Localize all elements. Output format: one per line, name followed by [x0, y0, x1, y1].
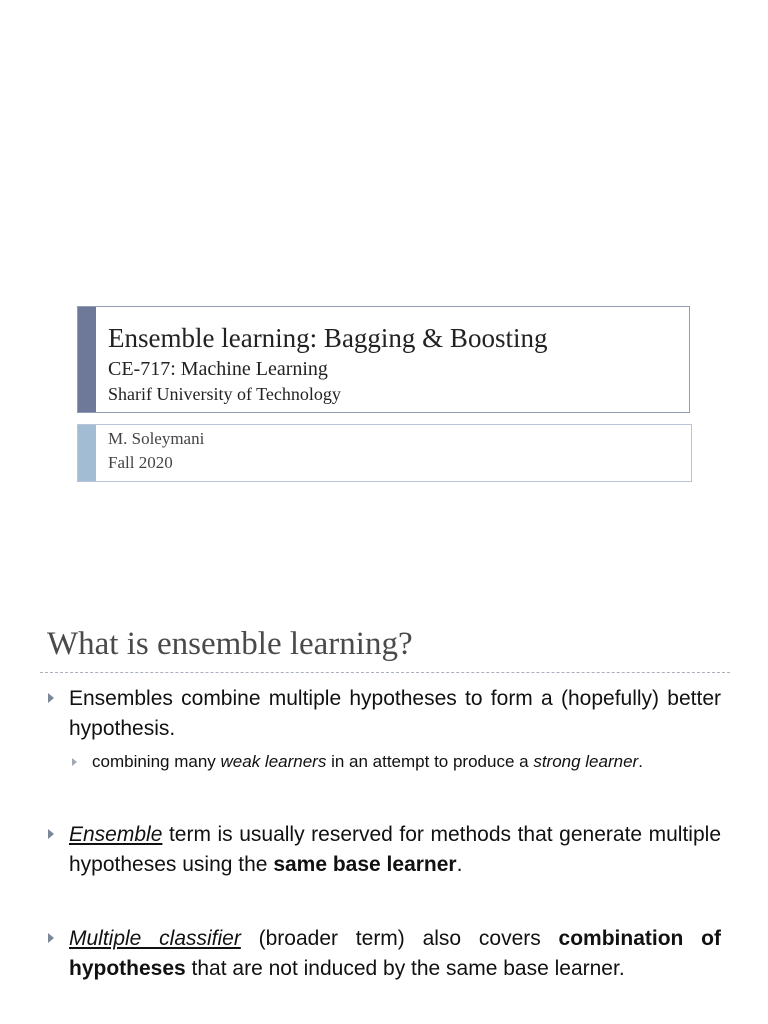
- bullet-2-term: Ensemble: [69, 823, 163, 846]
- slide-title: Ensemble learning: Bagging & Boosting: [108, 323, 548, 353]
- bullet-2: [69, 820, 721, 880]
- slide-heading: What is ensemble learning?: [47, 626, 413, 662]
- bullet-arrow-icon: [48, 933, 54, 943]
- bullet-3-post: that are not induced by the same base learner.: [185, 957, 625, 980]
- bullet-2-strong: same base learner: [273, 853, 457, 876]
- term: Fall 2020: [108, 453, 173, 472]
- bullet-3: [69, 924, 721, 984]
- sub-bullet-pre: combining many: [92, 752, 221, 771]
- bullet-arrow-icon: [48, 829, 54, 839]
- heading-divider: [40, 672, 730, 673]
- sub-bullet-em1: weak learners: [220, 752, 327, 771]
- bullet-3-term: Multiple classifier: [69, 927, 241, 950]
- bullet-2-post: .: [456, 853, 463, 876]
- bullet-2-mid: term is usually reserved for methods that generate multiple hypotheses using the: [69, 823, 721, 876]
- bullet-3-mid: (broader term) also covers: [240, 927, 559, 950]
- bullet-arrow-icon: [48, 693, 54, 703]
- sub-bullet-post: .: [638, 752, 643, 771]
- university-name: Sharif University of Technology: [108, 384, 341, 404]
- course-name: CE-717: Machine Learning: [108, 358, 328, 380]
- author-name: M. Soleymani: [108, 429, 205, 448]
- sub-bullet-arrow-icon: [72, 758, 77, 766]
- sub-bullet-em2: strong learner: [533, 752, 639, 771]
- bullet-3-strong: combination of hypotheses: [69, 927, 721, 980]
- author-box: [77, 424, 692, 482]
- author-accent-bar: [78, 425, 96, 481]
- title-accent-bar: [78, 307, 96, 412]
- bullet-1: [69, 684, 721, 744]
- sub-bullet-mid: in an attempt to produce a: [326, 752, 534, 771]
- sub-bullet-1: [92, 751, 643, 773]
- bullet-1-text: Ensembles combine multiple hypotheses to form a (hopefully) better hypothesis.: [69, 687, 721, 740]
- title-box: [77, 306, 690, 413]
